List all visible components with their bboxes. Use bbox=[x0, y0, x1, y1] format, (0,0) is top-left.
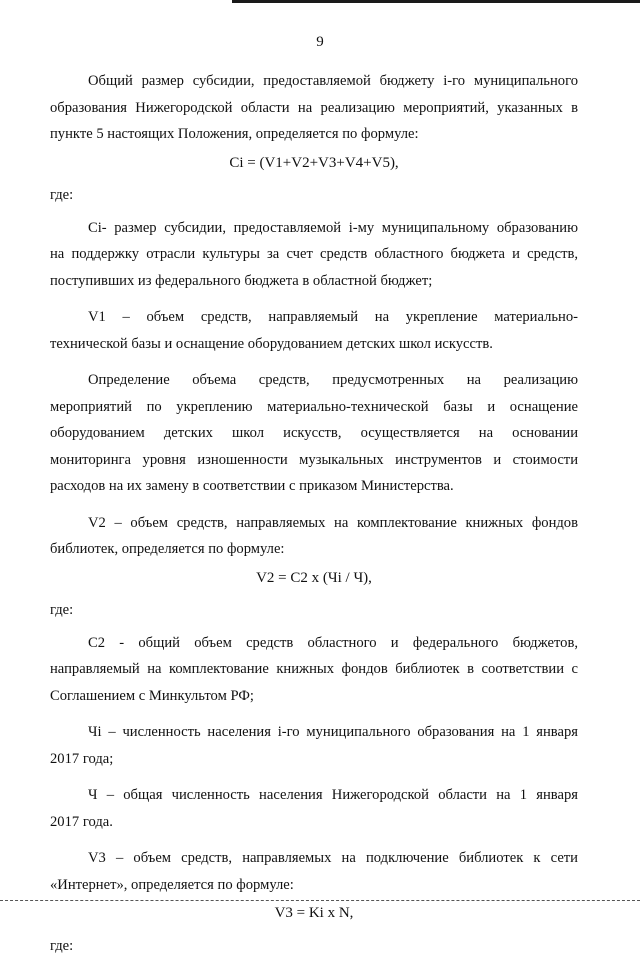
scan-bottom-edge bbox=[0, 900, 640, 901]
paragraph-chi-definition bbox=[50, 719, 578, 772]
text-line: Определение объема средств, предусмотренных на реализацию bbox=[88, 372, 578, 388]
text-line: Ci- размер субсидии, предоставляемой i-му муниципальному образованию bbox=[88, 219, 578, 236]
text-line: на поддержку отрасли культуры за счет средств областного бюджета и средств, bbox=[50, 246, 578, 262]
text-line: 2017 года; bbox=[50, 750, 114, 767]
text-line: мероприятий по укреплению материально-технической базы и оснащение bbox=[50, 398, 578, 415]
text-line: «Интернет», определяется по формуле: bbox=[50, 876, 294, 893]
paragraph-subsidy-total bbox=[50, 68, 578, 148]
where-label: где: bbox=[50, 602, 74, 618]
text-line: V3 – объем средств, направляемых на подключение библиотек к сети bbox=[88, 850, 578, 866]
text-line: образования Нижегородской области на реализацию мероприятий, указанных в bbox=[50, 99, 578, 116]
text-line: V1 – объем средств, направляемый на укрепление материально- bbox=[88, 309, 578, 325]
page-number: 9 bbox=[316, 34, 324, 50]
text-line: Ч – общая численность населения Нижегородской области на 1 января bbox=[88, 787, 578, 803]
text-line: пункте 5 настоящих Положения, определяется по формуле: bbox=[50, 126, 419, 142]
text-line: расходов на их замену в соответствии с приказом Министерства. bbox=[50, 478, 454, 494]
text-line: Общий размер субсидии, предоставляемой бюджету i-го муниципального bbox=[88, 73, 578, 89]
paragraph-ci-definition bbox=[50, 215, 578, 295]
text-line: Чi – численность населения i-го муниципального образования на 1 января bbox=[88, 724, 578, 740]
where-label: где: bbox=[50, 937, 74, 954]
text-line: направляемый на комплектование книжных фондов библиотек в соответствии с bbox=[50, 661, 578, 677]
paragraph-v1-calculation bbox=[50, 367, 578, 500]
text-line: V2 – объем средств, направляемых на комплектование книжных фондов bbox=[88, 514, 578, 531]
text-line: C2 - общий объем средств областного и федерального бюджетов, bbox=[88, 634, 578, 651]
text-line: Соглашением с Минкультом РФ; bbox=[50, 687, 254, 704]
text-line: 2017 года. bbox=[50, 813, 113, 830]
text-line: поступивших из федерального бюджета в областной бюджет; bbox=[50, 272, 433, 289]
text-line: библиотек, определяется по формуле: bbox=[50, 541, 285, 557]
scan-top-edge bbox=[232, 0, 640, 3]
text-line: технической базы и оснащение оборудованием детских школ искусств. bbox=[50, 335, 493, 352]
document-body bbox=[50, 68, 578, 965]
paragraph-v3-definition bbox=[50, 845, 578, 898]
paragraph-v2-definition bbox=[50, 510, 578, 563]
paragraph-c2-definition bbox=[50, 630, 578, 710]
where-label: где: bbox=[50, 187, 74, 203]
formula-v3: V3 = Ki x N, bbox=[274, 905, 354, 921]
formula-v2: V2 = C2 x (Чi / Ч), bbox=[256, 569, 372, 586]
text-line: оборудованием детских школ искусств, осуществляется на основании bbox=[50, 425, 578, 441]
formula-ci: Ci = (V1+V2+V3+V4+V5), bbox=[229, 154, 399, 171]
text-line: мониторинга уровня изношенности музыкальных инструментов и стоимости bbox=[50, 451, 578, 468]
paragraph-v1-definition bbox=[50, 304, 578, 357]
paragraph-ch-definition bbox=[50, 782, 578, 835]
